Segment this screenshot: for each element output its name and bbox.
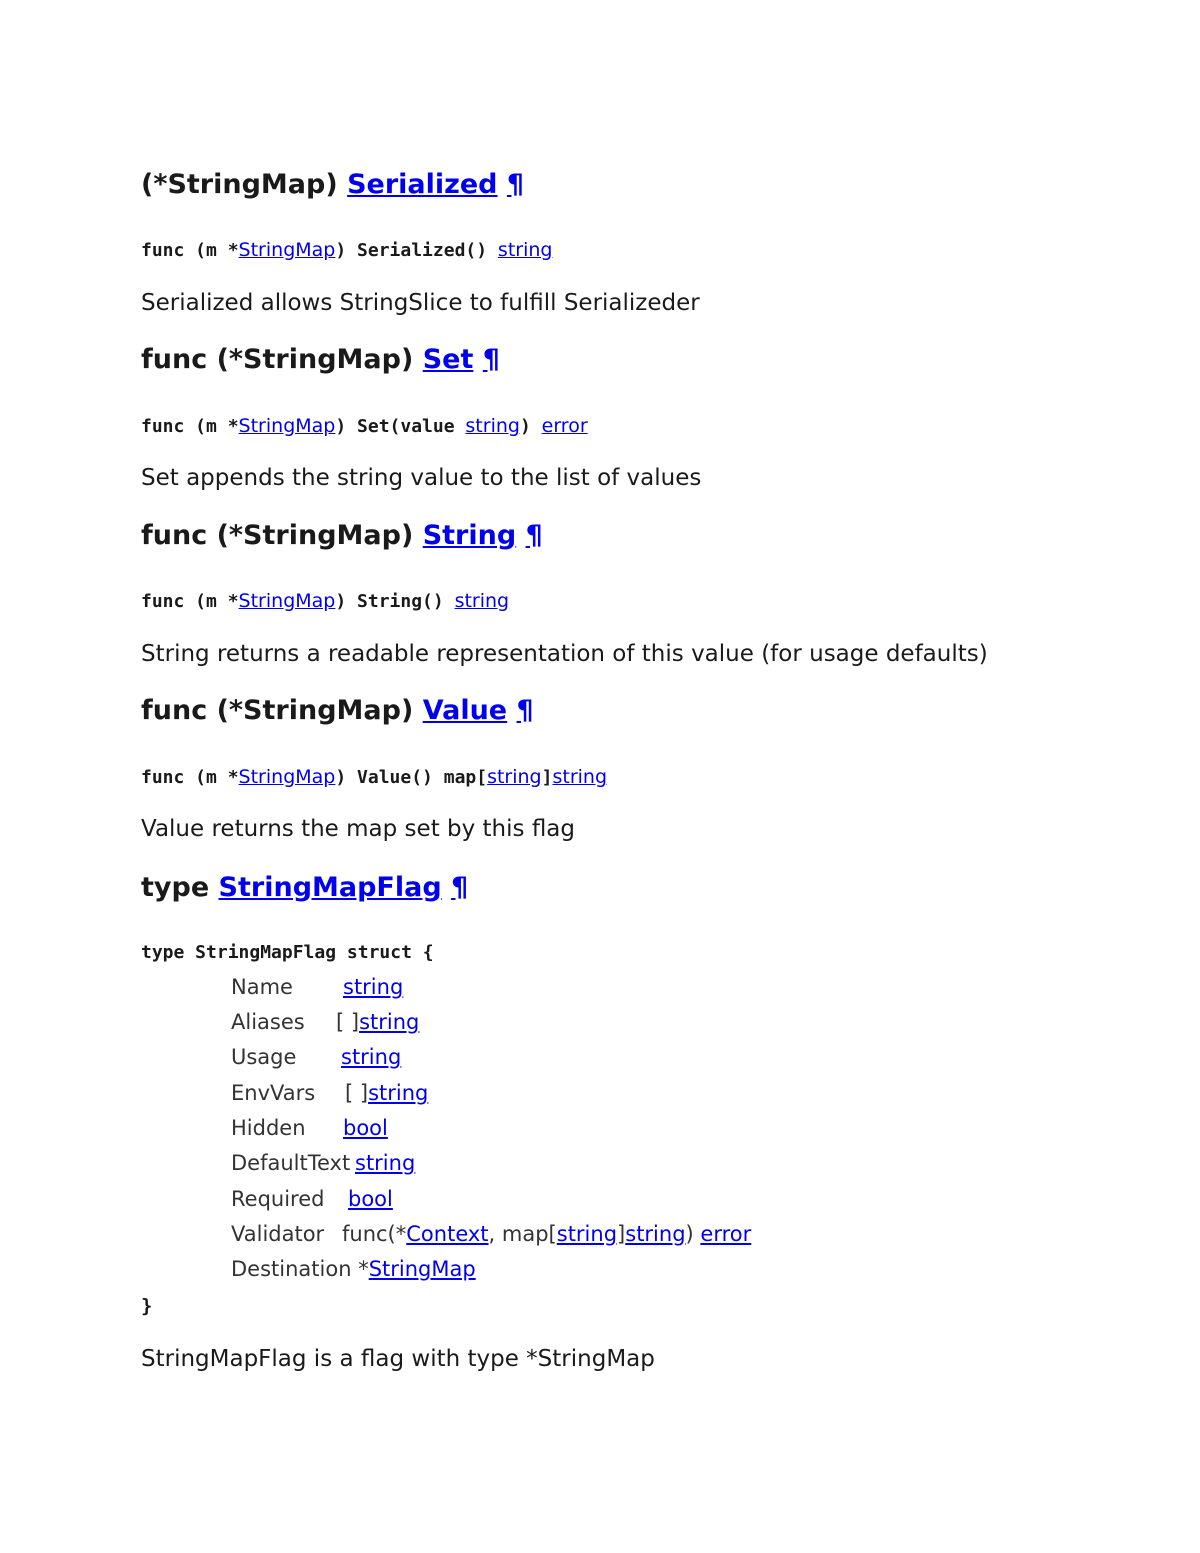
struct-field (231, 1189, 393, 1210)
field-prefix: func(* (342, 1222, 407, 1246)
field-type-link[interactable]: bool (343, 1116, 388, 1140)
description-string: String returns a readable representation of this value (for usage defaults) (141, 641, 988, 667)
stringmapflag-link[interactable]: StringMapFlag (218, 872, 442, 903)
error-type-link[interactable]: error (700, 1222, 752, 1246)
heading-serialized (141, 171, 524, 198)
sig-text: func (m * (141, 240, 239, 261)
signature-string (141, 592, 509, 611)
field-type-link[interactable]: string (355, 1151, 416, 1175)
field-name: Validator (231, 1222, 325, 1246)
sig-text: func (m * (141, 591, 239, 612)
field-name: Destination (231, 1257, 352, 1281)
field-name: Aliases (231, 1010, 305, 1034)
string-type-link[interactable]: string (465, 415, 520, 437)
field-prefix: * (358, 1257, 369, 1281)
field-prefix: ] (617, 1222, 626, 1246)
heading-value (141, 697, 534, 724)
pilcrow-link[interactable]: ¶ (506, 169, 525, 200)
string-type-link[interactable]: string (497, 239, 553, 261)
pilcrow-link[interactable]: ¶ (451, 872, 469, 903)
struct-field (231, 1012, 419, 1033)
description-set: Set appends the string value to the list of values (141, 465, 702, 491)
heading-string (141, 522, 543, 549)
heading-prefix: type (141, 872, 219, 903)
sig-text: ) (519, 416, 542, 437)
field-prefix: [ ] (345, 1081, 369, 1105)
field-type-link[interactable]: string (341, 1045, 402, 1069)
pilcrow-link[interactable]: ¶ (516, 695, 534, 726)
stringmap-link[interactable]: StringMap (238, 590, 336, 612)
stringmap-link[interactable]: StringMap (368, 1257, 476, 1281)
heading-prefix: func (*StringMap) (141, 520, 423, 551)
stringmap-link[interactable]: StringMap (238, 415, 336, 437)
sig-text: ) String() (335, 591, 455, 612)
stringmap-link[interactable]: StringMap (238, 766, 336, 788)
field-name: DefaultText (231, 1151, 351, 1175)
heading-prefix: func (*StringMap) (141, 695, 423, 726)
field-type-link[interactable]: string (368, 1081, 429, 1105)
error-type-link[interactable]: error (541, 415, 588, 437)
struct-field (231, 1118, 388, 1139)
description-value: Value returns the map set by this flag (141, 816, 576, 842)
string-type-link[interactable]: string (625, 1222, 686, 1246)
string-type-link[interactable]: string (556, 1222, 618, 1246)
struct-field-destination (231, 1259, 476, 1280)
sig-text: func (m * (141, 416, 239, 437)
string-type-link[interactable]: string (487, 766, 542, 788)
struct-field (231, 1153, 415, 1174)
sig-text: ) Set(value (335, 416, 466, 437)
closing-brace: } (141, 1295, 153, 1317)
field-prefix: [ ] (336, 1010, 360, 1034)
context-type-link[interactable]: Context (406, 1222, 489, 1246)
serialized-link[interactable]: Serialized (347, 169, 498, 200)
description-stringmapflag: StringMapFlag is a flag with type *StringMap (141, 1346, 655, 1372)
heading-prefix: func (*StringMap) (141, 344, 423, 375)
field-name: Usage (231, 1045, 297, 1069)
string-type-link[interactable]: string (552, 766, 608, 788)
struct-field (231, 1047, 401, 1068)
struct-field-validator (231, 1224, 751, 1245)
value-link[interactable]: Value (422, 695, 508, 726)
field-type-link[interactable]: string (343, 975, 404, 999)
string-link[interactable]: String (422, 520, 517, 551)
field-name: Name (231, 975, 293, 999)
sig-text: ] (541, 767, 553, 788)
field-prefix: , map[ (488, 1222, 557, 1246)
signature-set (141, 417, 588, 436)
field-name: Required (231, 1187, 325, 1211)
signature-value (141, 768, 607, 787)
struct-field (231, 977, 403, 998)
description-serialized: Serialized allows StringSlice to fulfill Serializeder (141, 290, 700, 316)
pilcrow-link[interactable]: ¶ (525, 520, 543, 551)
set-link[interactable]: Set (422, 344, 474, 375)
field-name: Hidden (231, 1116, 306, 1140)
sig-text: ) Serialized() (335, 240, 498, 261)
signature-serialized (141, 241, 552, 260)
sig-text: func (m * (141, 767, 239, 788)
struct-field (231, 1083, 428, 1104)
stringmap-link[interactable]: StringMap (238, 239, 336, 261)
field-prefix: ) (685, 1222, 701, 1246)
heading-set (141, 346, 500, 373)
sig-text: ) Value() map[ (335, 767, 488, 788)
field-name: EnvVars (231, 1081, 316, 1105)
field-type-link[interactable]: bool (348, 1187, 393, 1211)
heading-type-stringmapflag (141, 874, 468, 901)
string-type-link[interactable]: string (454, 590, 510, 612)
heading-prefix: (*StringMap) (141, 169, 348, 200)
field-type-link[interactable]: string (359, 1010, 420, 1034)
type-declaration: type StringMapFlag struct { (141, 942, 434, 963)
pilcrow-link[interactable]: ¶ (482, 344, 500, 375)
